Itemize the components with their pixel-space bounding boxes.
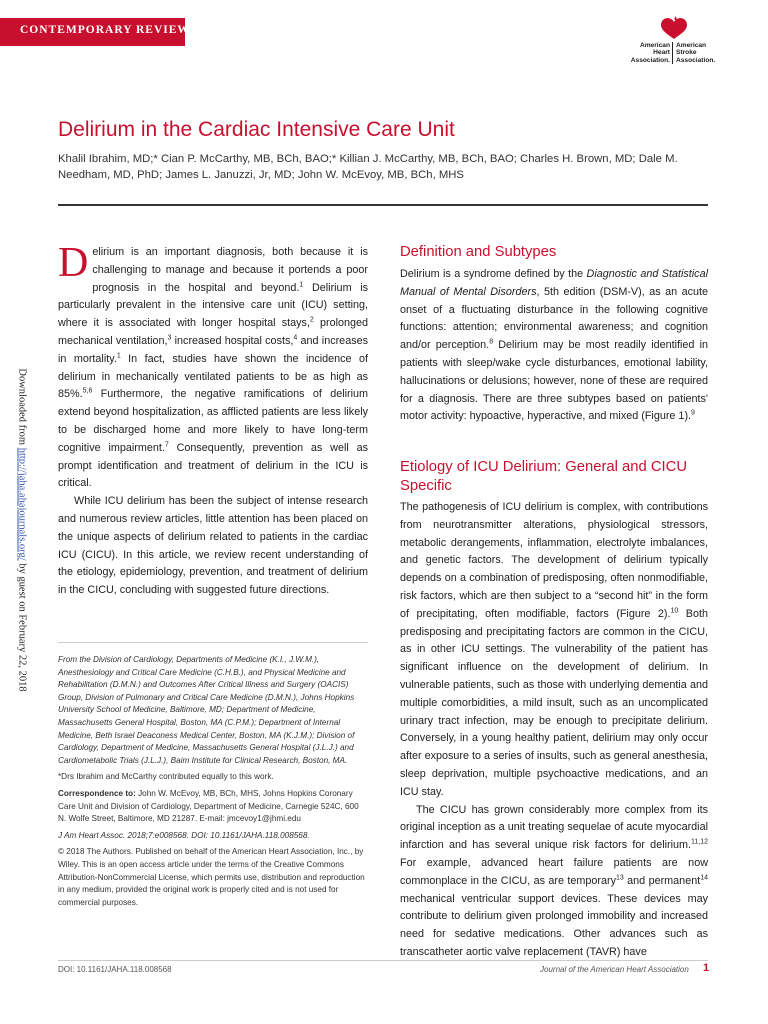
- section-banner-label: CONTEMPORARY REVIEW: [20, 24, 190, 36]
- author-list: Khalil Ibrahim, MD;* Cian P. McCarthy, MB, BCh, BAO;* Killian J. McCarthy, MB, BCh, BAO; Charles H. Brown, MD; Dale M. Needham, MD, PhD; James L. Januzzi, Jr, MD; John W. McEvoy, MB, BCh, MHS: [58, 153, 678, 181]
- intro-paragraph: Delirium is an important diagnosis, both because it is challenging to manage and because it portends a poor prognosis in the hospital and beyond.$^1$ Delirium is particularly prevalent in the intensive care unit (ICU) setting, where it is associated with longer hospital stays,$^2$ prolonged mechanical ventilation,$^3$ increased hospital costs,$^4$ and increases in mortality.$^1$ In fact, studies have shown the incidence of delirium in mechanically ventilated patients to be as high as 85%.$^{5,6}$ Furthermore, the negative ramifications of delirium extend beyond hospitalization, as afflicted patients are less likely to be discharged home and more likely to have long-term cognitive impairment.$^7$ Consequently, prevention as well as prompt identification and treatment of delirium in the ICU is critical.: [58, 240, 368, 490]
- equal-contribution-note: *Drs Ibrahim and McCarthy contributed equally to this work.: [58, 772, 274, 782]
- article-title: Delirium in the Cardiac Intensive Care Unit: [58, 118, 455, 141]
- definition-paragraph: Delirium is a syndrome defined by the Diagnostic and Statistical Manual of Mental Disorders, 5th edition (DSM-V), as an acute onset of a fluctuating disturbance in the following cognitive functions: attention; environmental awareness; and cognition and/or perception.$^8$ Delirium may be most readily identified in patients with sleep/wake cycle disturbances, emotional lability, hallucinations or delusions; however, none of these are required for a diagnosis. There are three subtypes based on patients' motor activity: hypoactive, hyperactive, and mixed (Figure 1).$^9$: [400, 268, 708, 423]
- drop-cap: D: [58, 240, 89, 286]
- footer-divider: [58, 960, 708, 961]
- etiology-section: [400, 499, 708, 962]
- correspondence: Correspondence to: John W. McEvoy, MB, BCh, MHS, Johns Hopkins Coronary Care Unit and Division of Cardiology, Department of Medicine, Carnegie 524C, 600 N. Wolfe Street, Baltimore, MD 21287. E-mail: jmcevoy1@jhmi.edu: [58, 788, 359, 824]
- footer-journal: Journal of the American Heart Association: [540, 965, 689, 974]
- citation: J Am Heart Assoc. 2018;7:e008568. DOI: 10.1161/JAHA.118.008568.: [58, 830, 310, 840]
- license-text: © 2018 The Authors. Published on behalf of the American Heart Association, Inc., by Wiley. This is an open access article under the terms of the Creative Commons Attribution-NonCommercial License, which permits use, distribution and reproduction in any medium, provided the original work is properly cited and is not used for commercial purposes.: [58, 847, 365, 907]
- left-column: [58, 240, 368, 600]
- definition-section: [400, 266, 708, 426]
- footer-doi: DOI: 10.1161/JAHA.118.008568: [58, 965, 172, 974]
- title-divider: [58, 204, 708, 206]
- affiliation-divider: [58, 642, 368, 643]
- heading-definition: Definition and Subtypes: [400, 244, 557, 260]
- intro-paragraph-2: While ICU delirium has been the subject of intense research and numerous review articles, little attention has been placed on the unique aspects of delirium related to patients in the cardiac ICU (CICU). In this article, we review recent understanding of the etiology, epidemiology, prevention, and treatment of delirium in the CICU, concluding with suggested future directions.: [58, 495, 368, 597]
- affiliations: [58, 654, 368, 913]
- affiliation-text: From the Division of Cardiology, Departments of Medicine (K.I., J.W.M.), Anesthesiology and Critical Care Medicine (C.H.B.), and Physical Medicine and Rehabilitation (D.M.N.) and Outcomes After Critical Illness and Surgery (OACIS) Group, Division of Pulmonary and Critical Care Medicine (D.M.N.), Johns Hopkins University School of Medicine, Baltimore, MD; Department of Medicine, Massachusetts General Hospital, Boston, MA (C.P.M.); Department of Internal Medicine, Beth Israel Deaconess Medical Center, Boston, MA (K.J.M.); Division of Cardiology, Department of Medicine, Massachusetts General Hospital (J.L.J.) and Cardiometabolic Trials (J.L.J.), Baim Institute for Clinical Research, Boston, MA.: [58, 655, 355, 765]
- journal-link[interactable]: http://jaha.ahajournals.org/: [16, 447, 28, 561]
- etiology-paragraph-1: The pathogenesis of ICU delirium is complex, with contributions from neurotransmitter alterations, physiological stressors, metabolic derangements, inflammation, electrolyte imbalances, and genetic factors. The development of delirium typically depends on a combination of predisposing, often nonmodifiable, risk factors, which are then subject to a “second hit” in the form of precipitating, often modifiable, factors (Figure 2).$^{10}$ Both predisposing and precipitating factors are common in the CICU, as in other ICU settings. The vulnerability of the patient has significant influence on the development of delirium. In vulnerable patients, such as those with underlying dementia and multiple comorbidities, a mild insult, such as an uncomplicated urinary tract infection, may be enough to precipitate delirium. Conversely, in a young healthy patient, delirium may only occur after exposure to a series of insults, such as general anesthesia, sleep deprivation, multiple psychoactive medications, and an ICU stay.: [400, 501, 708, 798]
- page-number: 1: [703, 962, 710, 974]
- download-watermark: Downloaded from http://jaha.ahajournals.org/ by guest on February 22, 2018: [16, 368, 28, 692]
- etiology-paragraph-2: The CICU has grown considerably more complex from its original inception as a unit treating sequelae of acute myocardial infarction and has several unique risk factors for delirium.$^{11,12}$ For example, advanced heart failure patients are now commonplace in the CICU, as are temporary$^{13}$ and permanent$^{14}$ mechanical ventricular support devices. These devices may contribute to delirium given prolonged immobility and increased need for sedative medications. Other advances such as transcatheter aortic valve replacement (TAVR) have: [400, 803, 708, 958]
- heading-etiology: Etiology of ICU Delirium: General and CICU Specific: [400, 459, 688, 494]
